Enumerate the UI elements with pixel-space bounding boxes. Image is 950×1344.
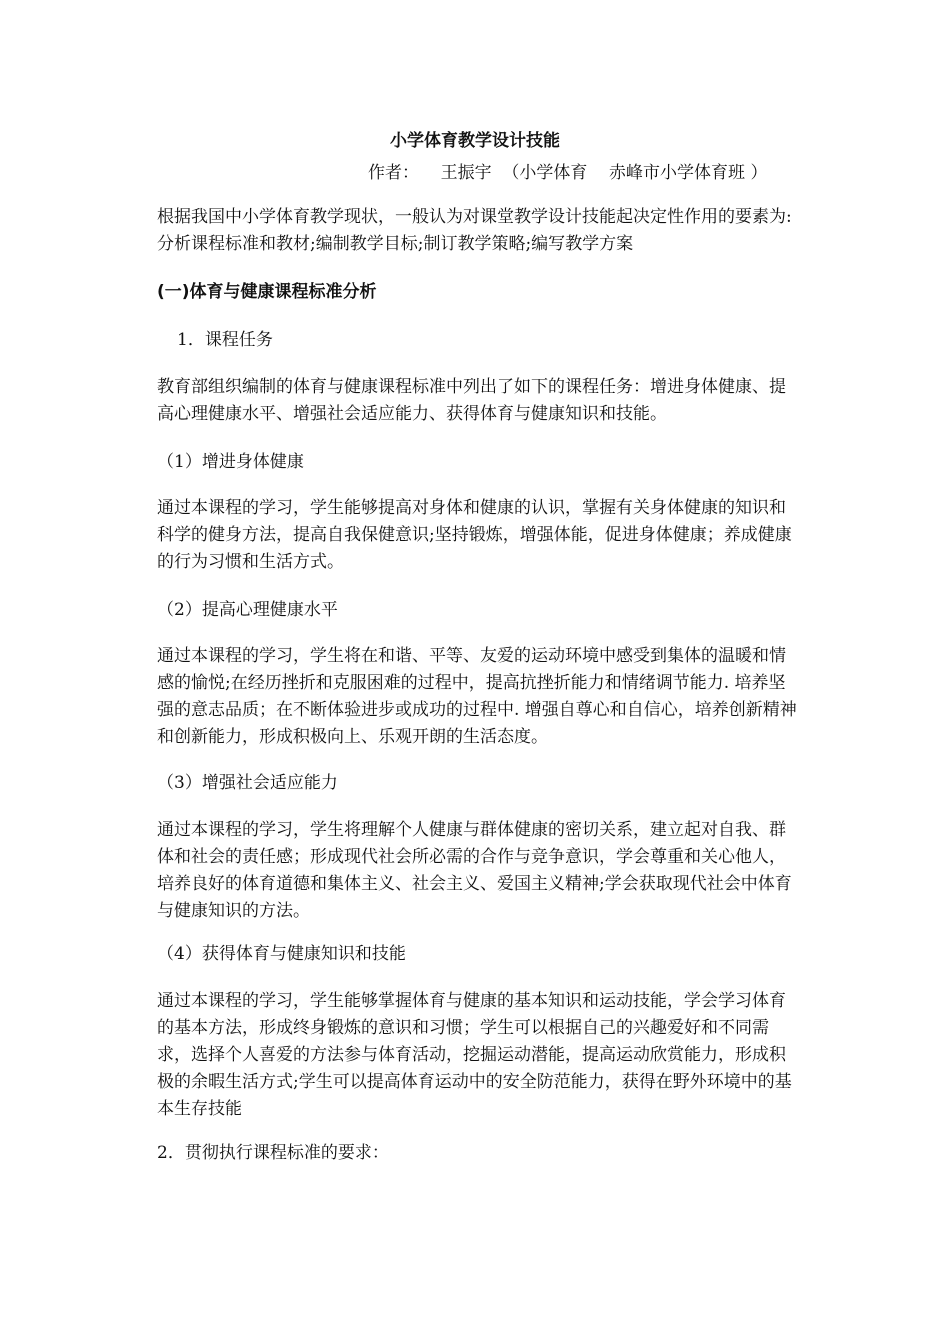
item-heading: 1．课程任务 bbox=[177, 330, 273, 350]
subsection-heading: （4）获得体育与健康知识和技能 bbox=[157, 944, 406, 964]
paragraph: 通过本课程的学习，学生能够提高对身体和健康的认识，掌握有关身体健康的知识和科学的健身方法，提高自我保健意识;坚持锻炼，增强体能，促进身体健康；养成健康的行为习惯和生活方式。 bbox=[157, 498, 792, 572]
subsection-heading: （1）增进身体健康 bbox=[157, 452, 304, 472]
document-title: 小学体育教学设计技能 bbox=[390, 131, 560, 151]
subsection-heading: （3）增强社会适应能力 bbox=[157, 773, 338, 793]
section-heading: (一)体育与健康课程标准分析 bbox=[157, 282, 377, 302]
paragraph: 通过本课程的学习，学生将理解个人健康与群体健康的密切关系，建立起对自我、群体和社会的责任感；形成现代社会所必需的合作与竞争意识，学会尊重和关心他人，培养良好的体育道德和集体主义、社会主义、爱国主义精神;学会获取现代社会中体育与健康知识的方法。 bbox=[157, 820, 792, 921]
subsection-heading: （2）提高心理健康水平 bbox=[157, 600, 338, 620]
paragraph: 通过本课程的学习，学生能够掌握体育与健康的基本知识和运动技能，学会学习体育的基本方法，形成终身锻炼的意识和习惯；学生可以根据自己的兴趣爱好和不同需求，选择个人喜爱的方法参与体育活动，挖掘运动潜能，提高运动欣赏能力，形成积极的余暇生活方式;学生可以提高体育运动中的安全防范能力，获得在野外环境中的基本生存技能 bbox=[157, 991, 792, 1119]
intro-paragraph: 根据我国中小学体育教学现状，一般认为对课堂教学设计技能起决定性作用的要素为:分析课程标准和教材;编制教学目标;制订教学策略;编写教学方案 bbox=[157, 207, 792, 254]
paragraph: 通过本课程的学习，学生将在和谐、平等、友爱的运动环境中感受到集体的温暖和情感的愉悦;在经历挫折和克服困难的过程中，提高抗挫折能力和情绪调节能力. 培养坚强的意志品质；在不断体验进步或成功的过程中. 增强自尊心和自信心，培养创新精神和创新能力，形成积极向上、乐观开朗的生活态度。 bbox=[157, 646, 797, 747]
paragraph: 教育部组织编制的体育与健康课程标准中列出了如下的课程任务：增进身体健康、提高心理健康水平、增强社会适应能力、获得体育与健康知识和技能。 bbox=[157, 377, 786, 424]
author-line: 作者： 王振宇 （小学体育 赤峰市小学体育班 ） bbox=[368, 163, 768, 183]
item-heading: 2．贯彻执行课程标准的要求： bbox=[157, 1143, 389, 1163]
